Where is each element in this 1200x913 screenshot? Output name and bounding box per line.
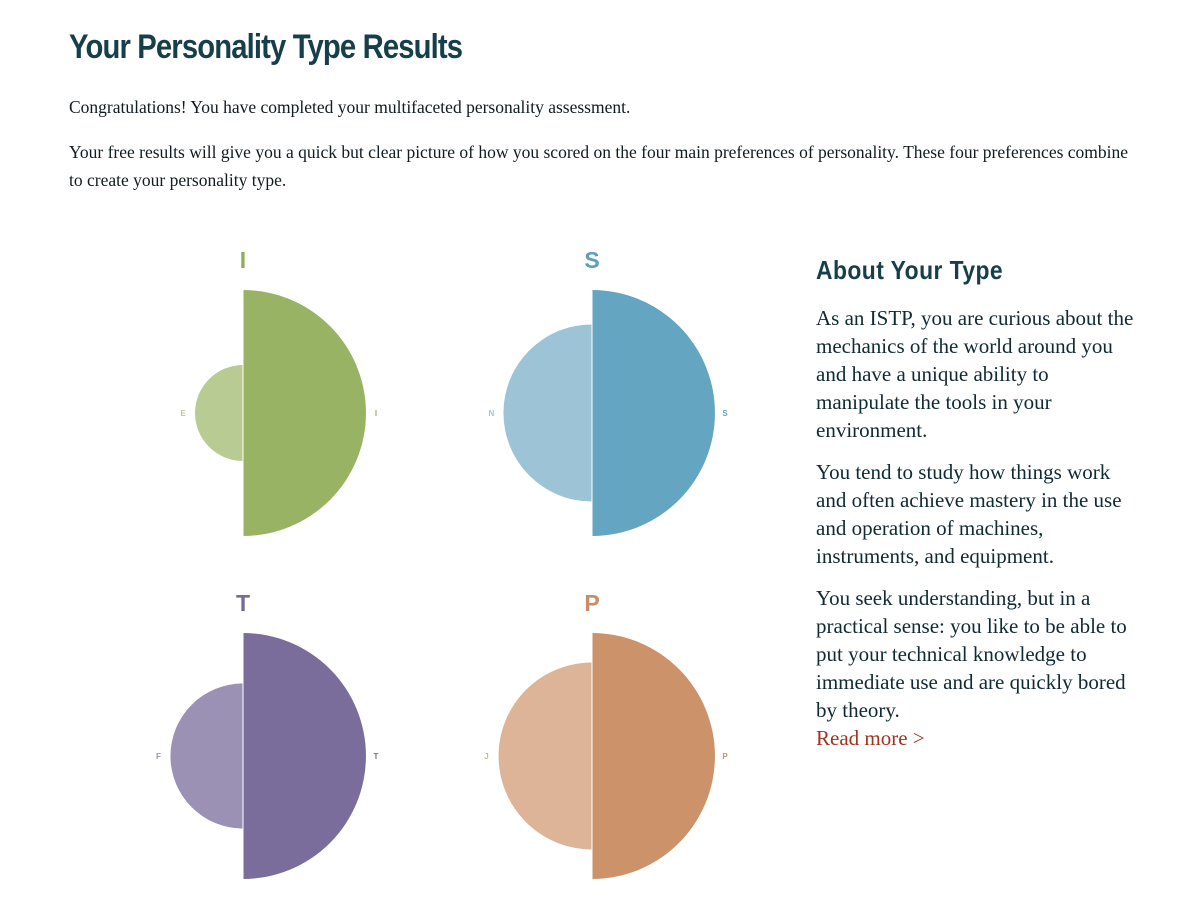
about-paragraph-1: As an ISTP, you are curious about the mechanics of the world around you and have a unique ability to manipulate the tools in your environment. [816,306,1134,442]
dial-letter: P [584,590,600,616]
dial-graphic [118,240,378,540]
page-title: Your Personality Type Results [69,28,463,66]
dial-right-label: S [722,409,728,418]
dial-left-label: F [155,752,161,761]
dial-left-half [195,365,243,461]
dial-left-label: N [488,409,495,418]
dial-right-half [592,290,715,536]
about-paragraph-3 [816,584,1136,752]
dial-left-half [503,324,592,501]
dial-letter: S [584,247,600,273]
about-paragraph-3-text: You seek understanding, but in a practical sense: you like to be able to put your technical knowledge to immediate use and are quickly bored by theory. [816,586,1127,722]
dial-perceiving-judging [467,583,728,883]
about-your-type [816,255,1136,766]
dial-right-label: I [374,409,378,418]
about-paragraph-2: You tend to study how things work and often achieve mastery in the use and operation of machines, instruments, and equipment. [816,460,1122,568]
dial-right-half [243,633,366,879]
intro-description: Your free results will give you a quick but clear picture of how you scored on the four main preferences of personality. These four preferences combine to create your personality type. [69,142,1129,190]
dial-left-label: E [180,409,186,418]
dial-right-label: P [722,752,728,761]
dial-left-half [170,683,243,828]
dial-graphic [118,583,379,883]
dial-right-half [243,290,366,536]
dial-letter: T [235,590,251,616]
dial-letter: I [239,247,247,273]
dial-sensing-intuition [467,240,728,540]
intro-congratulations: Congratulations! You have completed your multifaceted personality assessment. [69,97,631,117]
about-heading: About Your Type [816,255,1004,285]
dial-left-label: J [484,752,489,761]
dial-right-label: T [373,752,379,761]
dial-right-half [592,633,715,879]
read-more-link[interactable]: Read more > [816,726,925,750]
dial-left-half [499,663,592,850]
dial-graphic [467,583,728,883]
dial-thinking-feeling [118,583,379,883]
dial-graphic [467,240,728,540]
dial-introversion-extraversion [118,240,378,540]
